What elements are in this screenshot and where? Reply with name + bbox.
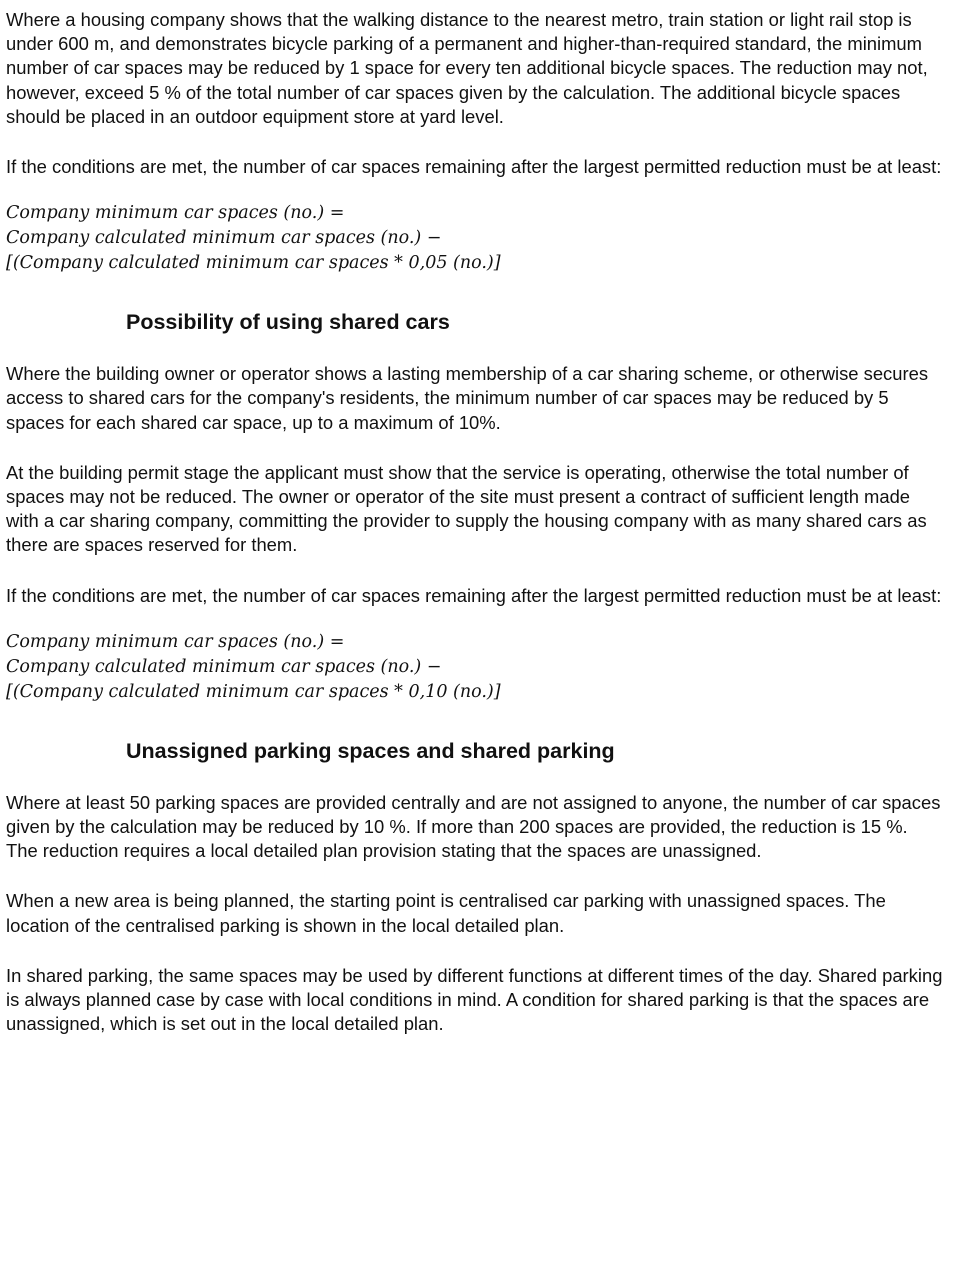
paragraph-shared-cars: Where the building owner or operator shows a lasting membership of a car sharing scheme, or otherwise secures access to shared cars for the company's residents, the minimum number of car spaces may be reduced by 5 spaces for each shared car space, up to a maximum of 10%. — [6, 363, 929, 433]
formula-line: [(Company calculated minimum car spaces * 0,05 (no.)] — [6, 253, 501, 274]
formula-line: [(Company calculated minimum car spaces * 0,10 (no.)] — [6, 681, 501, 702]
formula-reduction-10-percent — [6, 630, 944, 705]
formula-line: Company minimum car spaces (no.) = — [6, 631, 345, 652]
paragraph-shared-parking: In shared parking, the same spaces may be used by different functions at different times of the day. Shared parking is always planned case by case with local conditions in mind. A condition for shared parking is that the spaces are unassigned, which is set out in the local detailed plan. — [6, 964, 943, 1035]
paragraph-bicycle-parking: Where a housing company shows that the walking distance to the nearest metro, train station or light rail stop is under 600 m, and demonstrates bicycle parking of a permanent and higher-than-required standard, the minimum number of car spaces may be reduced by 1 space for every ten additional bicycle spaces. The reduction may not, however, exceed 5 % of the total number of car spaces given by the calculation. The additional bicycle spaces should be placed in an outdoor equipment store at yard level. — [6, 9, 928, 127]
heading-unassigned-parking: Unassigned parking spaces and shared parking — [126, 738, 615, 763]
paragraph-conditions-2: If the conditions are met, the number of car spaces remaining after the largest permitted reduction must be at least: — [6, 584, 942, 606]
paragraph-centralised-parking: Where at least 50 parking spaces are provided centrally and are not assigned to anyone, the number of car spaces given by the calculation may be reduced by 10 %. If more than 200 spaces are provided, the reduction is 15 %. The reduction requires a local detailed plan provision stating that the spaces are unassigned. — [6, 791, 941, 862]
paragraph-conditions-1: If the conditions are met, the number of car spaces remaining after the largest permitted reduction must be at least: — [6, 156, 942, 178]
formula-line: Company minimum car spaces (no.) = — [6, 203, 345, 224]
formula-line: Company calculated minimum car spaces (no.) − — [6, 228, 442, 249]
paragraph-permit-stage: At the building permit stage the applicant must show that the service is operating, otherwise the total number of spaces may not be reduced. The owner or operator of the site must present a contract of sufficient length made with a car sharing company, committing the provider to supply the housing company with as many shared cars as there are spaces reserved for them. — [6, 461, 927, 556]
formula-reduction-5-percent — [6, 201, 944, 276]
paragraph-new-area-planning: When a new area is being planned, the starting point is centralised car parking with unassigned spaces. The location of the centralised parking is shown in the local detailed plan. — [6, 890, 886, 936]
formula-line: Company calculated minimum car spaces (no.) − — [6, 656, 442, 677]
heading-shared-cars: Possibility of using shared cars — [126, 310, 450, 335]
